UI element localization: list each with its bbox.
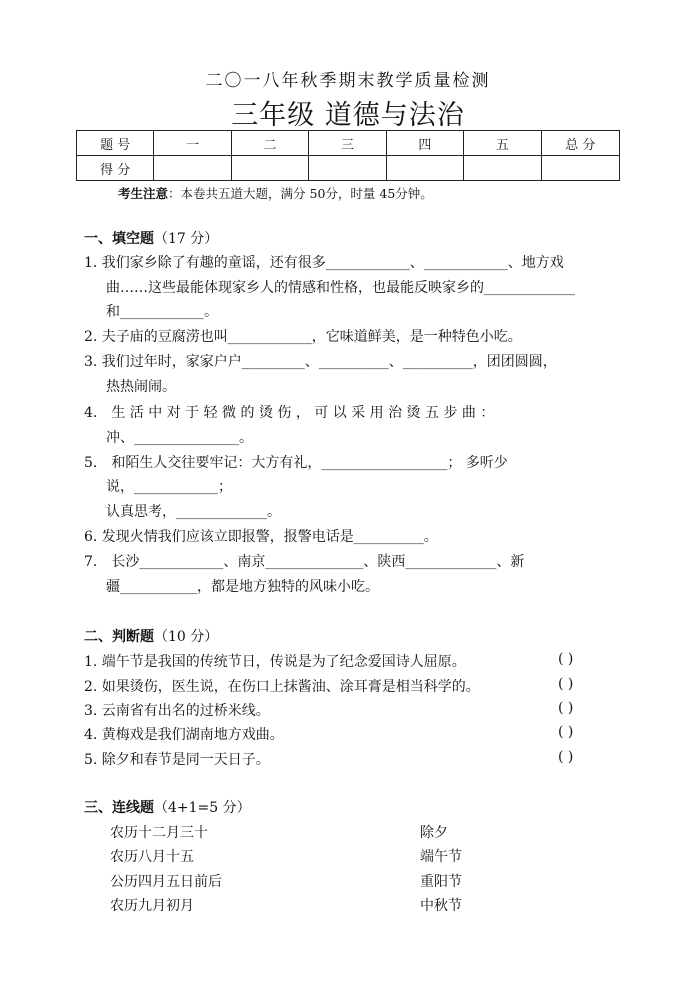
judge-question: 4. 黄梅戏是我们湖南地方戏曲。 — [84, 727, 284, 743]
section-title: 一、填空题 — [84, 231, 154, 247]
score-blank-cell[interactable] — [309, 156, 386, 181]
question-line: 认真思考，_____________。 — [106, 504, 281, 520]
section3-heading — [84, 797, 251, 817]
judge-question: 5. 除夕和春节是同一天日子。 — [84, 752, 270, 768]
question-line: 3. 我们过年时，家家户户_________、__________、__________，团团圆圆， — [84, 354, 557, 370]
judge-question: 3. 云南省有出名的过桥米线。 — [84, 703, 270, 719]
match-right-item[interactable]: 中秋节 — [420, 898, 462, 914]
score-table-header-row — [77, 131, 620, 156]
question-line: 4． 生 活 中 对 于 轻 微 的 烫 伤 ， 可 以 采 用 治 烫 五 步 曲 ： — [84, 405, 495, 421]
section2-heading — [84, 626, 218, 646]
question-line: 说，____________； — [106, 479, 232, 495]
score-cell: 题 号 — [77, 131, 154, 156]
question-line: 曲……这些最能体现家乡人的情感和性格，也最能反映家乡的_____________ — [106, 280, 575, 296]
answer-parentheses[interactable]: ( ) — [558, 724, 574, 740]
score-table-score-row — [77, 156, 620, 181]
score-cell: 二 — [231, 131, 308, 156]
question-line: 2. 夫子庙的豆腐涝也叫____________，它味道鲜美，是一种特色小吃。 — [84, 329, 522, 345]
exam-notice — [118, 184, 433, 202]
answer-parentheses[interactable]: ( ) — [558, 749, 574, 765]
match-right-item[interactable]: 端午节 — [420, 849, 462, 865]
score-cell: 五 — [464, 131, 541, 156]
question-line: 1. 我们家乡除了有趣的童谣，还有很多____________、____________、地方戏 — [84, 255, 564, 271]
score-cell: 得 分 — [77, 156, 154, 181]
question-line: 7． 长沙____________、南京______________、陕西_____________、新 — [84, 554, 525, 570]
score-blank-cell[interactable] — [464, 156, 541, 181]
section-points: （17 分） — [154, 231, 219, 247]
answer-parentheses[interactable]: ( ) — [558, 700, 574, 716]
match-right-item[interactable]: 除夕 — [420, 825, 448, 841]
section-title: 二、判断题 — [84, 629, 154, 645]
exam-title: 三年级 道德与法治 — [231, 100, 465, 131]
question-line: 冲、_______________。 — [106, 430, 253, 446]
question-line: 6. 发现火情我们应该立即报警，报警电话是__________。 — [84, 529, 438, 545]
question-line: 疆___________，都是地方独特的风味小吃。 — [106, 579, 379, 595]
score-cell: 四 — [386, 131, 463, 156]
judge-question: 2. 如果烫伤，医生说，在伤口上抹酱油、涂耳膏是相当科学的。 — [84, 679, 480, 695]
section-points: （4+1=5 分） — [154, 800, 251, 816]
match-left-item[interactable]: 农历十二月三十 — [110, 825, 208, 841]
score-blank-cell[interactable] — [154, 156, 231, 181]
score-cell: 总 分 — [541, 131, 619, 156]
match-right-item[interactable]: 重阳节 — [420, 874, 462, 890]
exam-subtitle: 二〇一八年秋季期末教学质量检测 — [205, 71, 491, 91]
match-left-item[interactable]: 公历四月五日前后 — [110, 874, 222, 890]
section-title: 三、连线题 — [84, 800, 154, 816]
notice-label: 考生注意 — [118, 186, 169, 201]
score-table — [76, 130, 620, 181]
question-line: 和____________。 — [106, 304, 218, 320]
score-cell: 一 — [154, 131, 231, 156]
match-left-item[interactable]: 农历八月十五 — [110, 849, 194, 865]
notice-text: ：本卷共五道大题，满分 50分，时量 45分钟。 — [168, 186, 433, 201]
score-blank-cell[interactable] — [541, 156, 619, 181]
score-blank-cell[interactable] — [386, 156, 463, 181]
section1-heading — [84, 228, 218, 248]
answer-parentheses[interactable]: ( ) — [558, 651, 574, 667]
match-left-item[interactable]: 农历九月初月 — [110, 898, 194, 914]
judge-question: 1. 端午节是我国的传统节日，传说是为了纪念爱国诗人屈原。 — [84, 654, 466, 670]
question-line: 热热闹闹。 — [106, 379, 176, 395]
score-cell: 三 — [309, 131, 386, 156]
section-points: （10 分） — [154, 629, 219, 645]
score-blank-cell[interactable] — [231, 156, 308, 181]
question-line: 5． 和陌生人交往要牢记：大方有礼，__________________； 多听少 — [84, 455, 508, 471]
answer-parentheses[interactable]: ( ) — [558, 676, 574, 692]
